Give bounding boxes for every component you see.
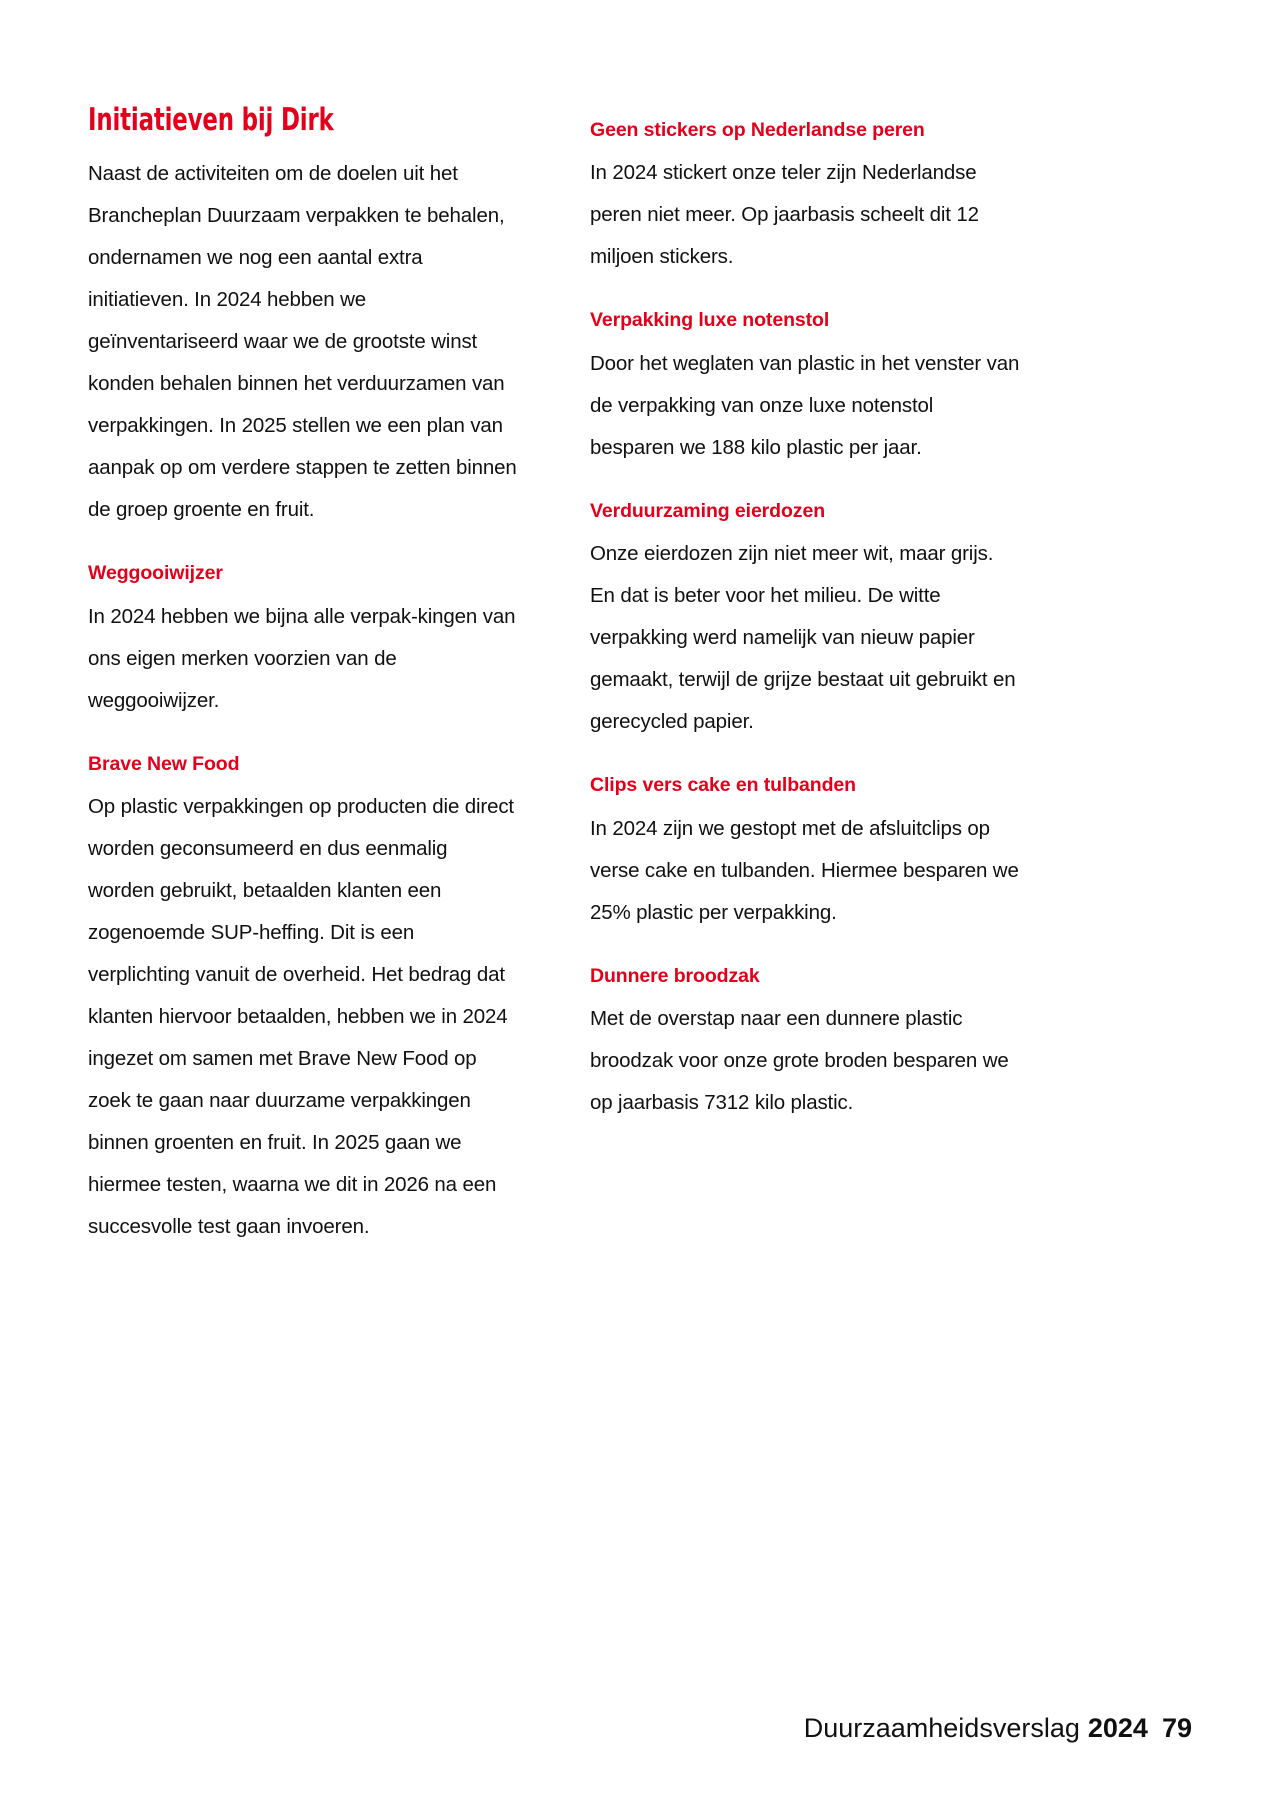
section-heading-verpakking-notenstol: Verpakking luxe notenstol (590, 309, 830, 332)
section-verpakking-notenstol (590, 308, 1020, 468)
section-clips-cake-tulbanden (590, 773, 1020, 933)
footer-page-number: 79 (1161, 1713, 1192, 1743)
section-body-verpakking-notenstol: Door het weglaten van plastic in het venster van de verpakking van onze luxe notenstol besparen we 188 kilo plastic per jaar. (590, 351, 1020, 459)
section-weggooiwijzer (88, 561, 518, 721)
section-heading-geen-stickers: Geen stickers op Nederlandse peren (590, 119, 925, 141)
section-heading-weggooiwijzer: Weggooiwijzer (88, 562, 223, 585)
left-column (88, 104, 518, 1248)
footer-year: 2024 (1087, 1713, 1148, 1743)
two-column-layout (88, 104, 1098, 1248)
section-body-brave-new-food: Op plastic verpakkingen op producten die direct worden geconsumeerd en dus eenmalig worden gebruikt, betaalden klanten een zogenoemde SUP-heffing. Dit is een verplichting vanuit de overheid. Het bedrag dat klanten hiervoor betaalden, hebben we in 2024 ingezet om samen met Brave New Food op zoek te gaan naar duurzame verpakkingen binnen groenten en fruit. In 2025 gaan we hiermee testen, waarna we dit in 2026 na een succesvolle test gaan invoeren. (88, 795, 514, 1239)
intro-block (88, 153, 518, 531)
section-verduurzaming-eierdozen (590, 499, 1020, 743)
intro-paragraph: Naast de activiteiten om de doelen uit het Brancheplan Duurzaam verpakken te behalen, ondernamen we nog een aantal extra initiatieven. In 2024 hebben we geïnventariseerd waar we de grootste winst konden behalen binnen het verduurzamen van verpakkingen. In 2025 stellen we een plan van aanpak op om verdere stappen te zetten binnen de groep groente en fruit. (88, 162, 517, 522)
section-geen-stickers (590, 118, 1020, 278)
section-heading-brave-new-food: Brave New Food (88, 752, 240, 775)
section-body-dunnere-broodzak: Met de overstap naar een dunnere plastic broodzak voor onze grote broden besparen we op jaarbasis 7312 kilo plastic. (590, 1006, 1009, 1114)
section-brave-new-food (88, 752, 518, 1248)
section-body-weggooiwijzer: In 2024 hebben we bijna alle verpak-kingen van ons eigen merken voorzien van de weggooiwijzer. (88, 604, 516, 712)
section-heading-verduurzaming-eierdozen: Verduurzaming eierdozen (590, 499, 826, 522)
page-footer (804, 1715, 1192, 1742)
page-title: Initiatieven bij Dirk (88, 102, 334, 138)
section-heading-dunnere-broodzak: Dunnere broodzak (590, 964, 760, 987)
section-body-geen-stickers: In 2024 stickert onze teler zijn Nederlandse peren niet meer. Op jaarbasis scheelt dit 12 miljoen stickers. (590, 161, 979, 269)
right-column (590, 104, 1020, 1124)
footer-report-label: Duurzaamheidsverslag (803, 1713, 1080, 1743)
section-body-verduurzaming-eierdozen: Onze eierdozen zijn niet meer wit, maar grijs. En dat is beter voor het milieu. De witte verpakking werd namelijk van nieuw papier gemaakt, terwijl de grijze bestaat uit gebruikt en gerecycled papier. (590, 542, 1016, 734)
section-heading-clips-cake-tulbanden: Clips vers cake en tulbanden (590, 774, 856, 797)
section-dunnere-broodzak (590, 964, 1020, 1124)
section-body-clips-cake-tulbanden: In 2024 zijn we gestopt met de afsluitclips op verse cake en tulbanden. Hiermee besparen we 25% plastic per verpakking. (590, 816, 1019, 924)
